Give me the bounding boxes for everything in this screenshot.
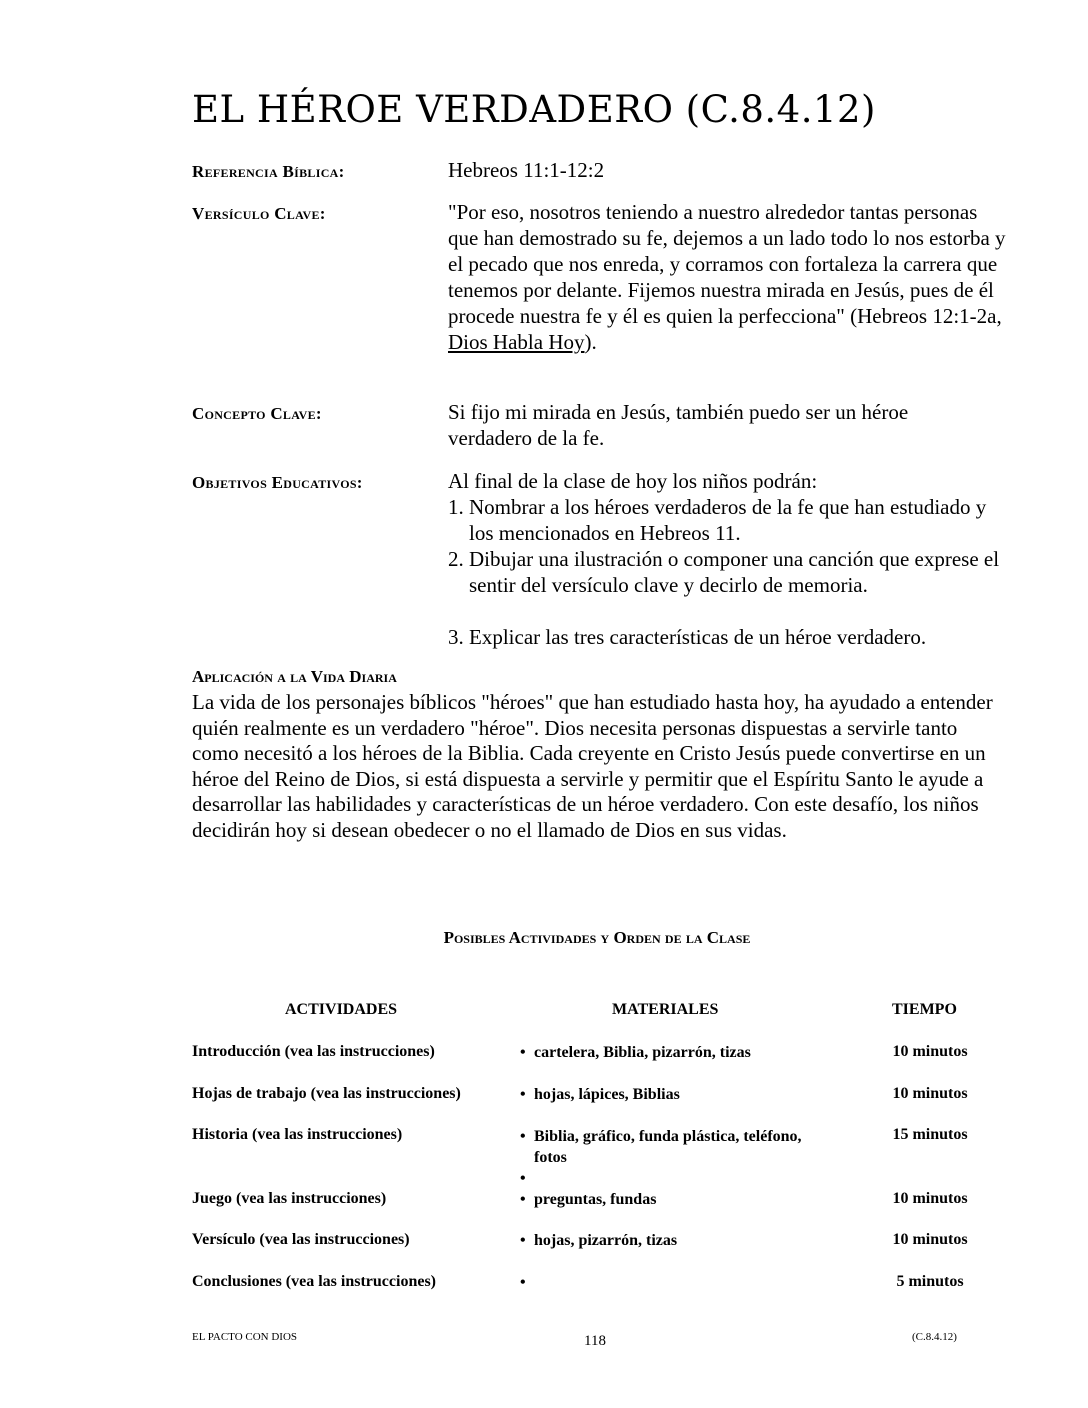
versiculo-label: Versículo Clave: [192,204,326,223]
material-item: Biblia, gráfico, funda plástica, teléfono, fotos [534,1128,802,1166]
table-row-materiales [520,1230,820,1251]
concepto-label: Concepto Clave: [192,404,322,423]
table-row-actividad: Conclusiones (vea las instrucciones) [192,1273,436,1290]
table-row-tiempo: 10 minutos [892,1231,968,1248]
objetivo-item: 3. Explicar las tres características de un héroe verdadero. [448,625,927,649]
bullet: • [520,1128,526,1145]
versiculo-value [448,199,1008,355]
material-item: hojas, pizarrón, tizas [534,1232,678,1249]
objetivo-item: 1. Nombrar a los héroes verdaderos de la fe que han estudiado y los mencionados en Hebreos 11. [448,495,987,545]
table-row-materiales [520,1126,820,1189]
objetivos-label: Objetivos Educativos: [192,473,363,492]
material-item: hojas, lápices, Biblias [534,1086,680,1103]
material-item: cartelera, Biblia, pizarrón, tizas [534,1044,751,1061]
table-row-actividad: Historia (vea las instrucciones) [192,1126,403,1143]
actividades-heading: Posibles Actividades y Orden de la Clase [443,928,751,947]
objetivo-item: 2. Dibujar una ilustración o componer una canción que exprese el sentir del versículo clave y decirlo de memoria. [448,547,1000,597]
column-header-tiempo: TIEMPO [892,1001,957,1018]
versiculo-text-end: ). [584,330,597,354]
versiculo-source: Dios Habla Hoy [448,330,585,354]
table-row-materiales [520,1042,820,1063]
aplicacion-body: La vida de los personajes bíblicos "héroes" que han estudiado hasta hoy, ha ayudado a entender quién realmente es un verdadero "héroe". Dios necesita personas dispuestas a servirle tanto como necesitó a los héroes de la Biblia. Cada creyente en Cristo Jesús puede convertirse en un héroe del Reino de Dios, si está dispuesta a servirle y permitir que el Espíritu Santo le ayude a desarrollar las habilidades y características de un héroe verdadero. Con este desafío, los niños decidirán hoy si desean obedecer o no el llamado de Dios en sus vidas. [192,690,993,842]
versiculo-text: "Por eso, nosotros teniendo a nuestro alrededor tantas personas que han demostrado su fe, dejemos a un lado todo lo nos estorba y el pecado que nos enreda, y corramos con fortaleza la carrera que tenemos por delante. Fijemos nuestra mirada en Jesús, pues de él procede nuestra fe y él es quien la perfecciona" (Hebreos 12:1-2a, [448,200,1006,328]
table-row-tiempo: 5 minutos [896,1273,964,1290]
table-row-actividad: Introducción (vea las instrucciones) [192,1043,435,1060]
table-row-tiempo: 10 minutos [892,1190,968,1207]
referencia-value: Hebreos 11:1-12:2 [448,158,605,182]
aplicacion-heading: Aplicación a la Vida Diaria [192,667,397,686]
table-row-actividad: Hojas de trabajo (vea las instrucciones) [192,1085,461,1102]
referencia-label: Referencia Bíblica: [192,162,345,181]
table-row-tiempo: 10 minutos [892,1085,968,1102]
objetivos-intro: Al final de la clase de hoy los niños podrán: [448,469,818,493]
table-row-materiales [520,1084,820,1105]
bullet: • [520,1170,526,1187]
footer-page-number: 118 [584,1333,606,1349]
bullet: • [520,1044,526,1061]
page-title: EL HÉROE VERDADERO (C.8.4.12) [192,88,876,131]
footer-book-title: EL PACTO CON DIOS [192,1331,298,1343]
bullet: • [520,1232,526,1249]
concepto-value: Si fijo mi mirada en Jesús, también puedo ser un héroe verdadero de la fe. [448,400,909,450]
table-row-actividad: Versículo (vea las instrucciones) [192,1231,410,1248]
table-row-tiempo: 15 minutos [892,1126,968,1143]
table-row-materiales [520,1272,820,1293]
table-row-actividad: Juego (vea las instrucciones) [192,1190,387,1207]
column-header-actividades: ACTIVIDADES [285,1001,398,1018]
bullet: • [520,1274,526,1291]
table-row-tiempo: 10 minutos [892,1043,968,1060]
material-item: preguntas, fundas [534,1191,657,1208]
footer-lesson-code: (C.8.4.12) [912,1331,957,1343]
bullet: • [520,1086,526,1103]
column-header-materiales: MATERIALES [612,1001,719,1018]
bullet: • [520,1191,526,1208]
table-row-materiales [520,1189,820,1210]
